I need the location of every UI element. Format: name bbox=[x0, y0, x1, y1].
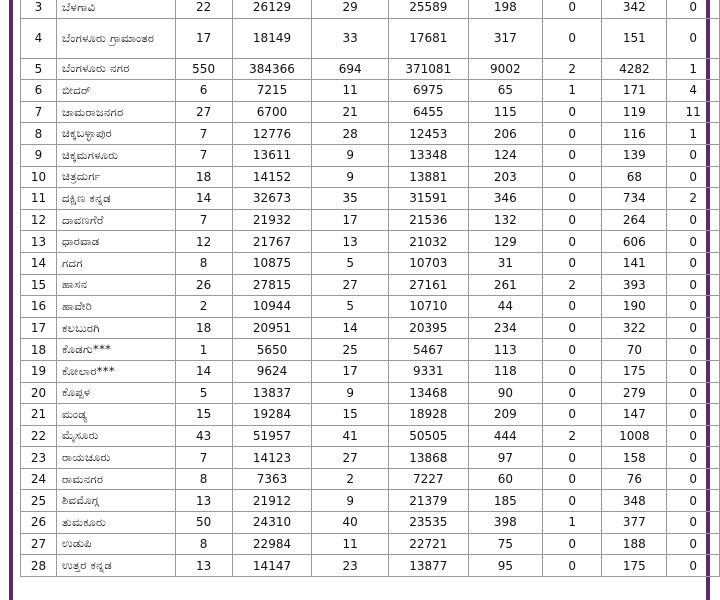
table-row bbox=[21, 252, 720, 274]
serial-number-cell: 5 bbox=[21, 58, 57, 80]
value-cell: 7363 bbox=[232, 468, 312, 490]
value-cell: 11 bbox=[667, 101, 720, 123]
table-body bbox=[21, 0, 720, 576]
value-cell: 65 bbox=[468, 80, 542, 102]
value-cell: 22721 bbox=[388, 533, 468, 555]
district-name-cell: ಉತ್ತರ ಕನ್ನಡ bbox=[56, 555, 175, 577]
value-cell: 21032 bbox=[388, 231, 468, 253]
district-name-cell: ಹಾವೇರಿ bbox=[56, 296, 175, 318]
value-cell: 346 bbox=[468, 188, 542, 210]
value-cell: 175 bbox=[602, 555, 667, 577]
serial-number-cell: 11 bbox=[21, 188, 57, 210]
value-cell: 198 bbox=[468, 0, 542, 18]
district-name-cell: ದಾವಣಗೆರೆ bbox=[56, 209, 175, 231]
value-cell: 13348 bbox=[388, 144, 468, 166]
value-cell: 0 bbox=[667, 555, 720, 577]
value-cell: 0 bbox=[667, 209, 720, 231]
serial-number-cell: 23 bbox=[21, 447, 57, 469]
value-cell: 4 bbox=[667, 80, 720, 102]
value-cell: 24310 bbox=[232, 512, 312, 534]
district-name-cell: ಗದಗ bbox=[56, 252, 175, 274]
serial-number-cell: 16 bbox=[21, 296, 57, 318]
value-cell: 10710 bbox=[388, 296, 468, 318]
value-cell: 0 bbox=[542, 296, 602, 318]
value-cell: 23535 bbox=[388, 512, 468, 534]
serial-number-cell: 15 bbox=[21, 274, 57, 296]
value-cell: 0 bbox=[542, 209, 602, 231]
value-cell: 21 bbox=[312, 101, 388, 123]
value-cell: 0 bbox=[542, 360, 602, 382]
value-cell: 1 bbox=[175, 339, 232, 361]
value-cell: 0 bbox=[667, 274, 720, 296]
table-row bbox=[21, 447, 720, 469]
serial-number-cell: 28 bbox=[21, 555, 57, 577]
value-cell: 9624 bbox=[232, 360, 312, 382]
value-cell: 393 bbox=[602, 274, 667, 296]
value-cell: 190 bbox=[602, 296, 667, 318]
value-cell: 694 bbox=[312, 58, 388, 80]
value-cell: 0 bbox=[542, 468, 602, 490]
district-name-cell: ಕಲಬುರಗಿ bbox=[56, 317, 175, 339]
serial-number-cell: 20 bbox=[21, 382, 57, 404]
value-cell: 1 bbox=[667, 58, 720, 80]
value-cell: 21767 bbox=[232, 231, 312, 253]
value-cell: 75 bbox=[468, 533, 542, 555]
value-cell: 141 bbox=[602, 252, 667, 274]
value-cell: 1 bbox=[542, 80, 602, 102]
value-cell: 11 bbox=[312, 80, 388, 102]
value-cell: 68 bbox=[602, 166, 667, 188]
value-cell: 14 bbox=[175, 360, 232, 382]
value-cell: 2 bbox=[175, 296, 232, 318]
value-cell: 10703 bbox=[388, 252, 468, 274]
table-row bbox=[21, 18, 720, 58]
value-cell: 139 bbox=[602, 144, 667, 166]
value-cell: 21379 bbox=[388, 490, 468, 512]
table-row bbox=[21, 317, 720, 339]
value-cell: 13 bbox=[312, 231, 388, 253]
value-cell: 5 bbox=[312, 252, 388, 274]
serial-number-cell: 18 bbox=[21, 339, 57, 361]
value-cell: 0 bbox=[542, 382, 602, 404]
value-cell: 550 bbox=[175, 58, 232, 80]
value-cell: 12453 bbox=[388, 123, 468, 145]
value-cell: 14 bbox=[175, 188, 232, 210]
value-cell: 90 bbox=[468, 382, 542, 404]
value-cell: 0 bbox=[667, 339, 720, 361]
value-cell: 28 bbox=[312, 123, 388, 145]
value-cell: 23 bbox=[312, 555, 388, 577]
value-cell: 15 bbox=[175, 404, 232, 426]
value-cell: 0 bbox=[667, 18, 720, 58]
value-cell: 9 bbox=[312, 166, 388, 188]
serial-number-cell: 10 bbox=[21, 166, 57, 188]
value-cell: 234 bbox=[468, 317, 542, 339]
value-cell: 17 bbox=[312, 360, 388, 382]
serial-number-cell: 24 bbox=[21, 468, 57, 490]
value-cell: 7227 bbox=[388, 468, 468, 490]
value-cell: 129 bbox=[468, 231, 542, 253]
value-cell: 384366 bbox=[232, 58, 312, 80]
value-cell: 43 bbox=[175, 425, 232, 447]
value-cell: 44 bbox=[468, 296, 542, 318]
table-row bbox=[21, 101, 720, 123]
value-cell: 18 bbox=[175, 317, 232, 339]
table-row bbox=[21, 382, 720, 404]
value-cell: 0 bbox=[667, 447, 720, 469]
value-cell: 8 bbox=[175, 468, 232, 490]
value-cell: 6 bbox=[175, 80, 232, 102]
value-cell: 398 bbox=[468, 512, 542, 534]
serial-number-cell: 7 bbox=[21, 101, 57, 123]
value-cell: 5 bbox=[312, 296, 388, 318]
value-cell: 29 bbox=[312, 0, 388, 18]
district-name-cell: ಕೊಡಗು*** bbox=[56, 339, 175, 361]
value-cell: 95 bbox=[468, 555, 542, 577]
value-cell: 70 bbox=[602, 339, 667, 361]
serial-number-cell: 26 bbox=[21, 512, 57, 534]
district-name-cell: ಕೊಪ್ಪಳ bbox=[56, 382, 175, 404]
value-cell: 6975 bbox=[388, 80, 468, 102]
value-cell: 40 bbox=[312, 512, 388, 534]
serial-number-cell: 4 bbox=[21, 18, 57, 58]
table-row bbox=[21, 339, 720, 361]
value-cell: 13611 bbox=[232, 144, 312, 166]
value-cell: 2 bbox=[542, 274, 602, 296]
value-cell: 13 bbox=[175, 490, 232, 512]
value-cell: 60 bbox=[468, 468, 542, 490]
district-name-cell: ರಾಮನಗರ bbox=[56, 468, 175, 490]
value-cell: 13877 bbox=[388, 555, 468, 577]
value-cell: 317 bbox=[468, 18, 542, 58]
table-row bbox=[21, 144, 720, 166]
value-cell: 0 bbox=[667, 382, 720, 404]
value-cell: 0 bbox=[542, 447, 602, 469]
value-cell: 0 bbox=[667, 425, 720, 447]
district-name-cell: ಚಿಕ್ಕಬಳ್ಳಾಪುರ bbox=[56, 123, 175, 145]
table-row bbox=[21, 490, 720, 512]
value-cell: 21536 bbox=[388, 209, 468, 231]
value-cell: 606 bbox=[602, 231, 667, 253]
value-cell: 2 bbox=[542, 58, 602, 80]
table-row bbox=[21, 404, 720, 426]
table-row bbox=[21, 512, 720, 534]
value-cell: 51957 bbox=[232, 425, 312, 447]
district-name-cell: ಮೈಸೂರು bbox=[56, 425, 175, 447]
value-cell: 0 bbox=[667, 231, 720, 253]
table-row bbox=[21, 166, 720, 188]
value-cell: 12 bbox=[175, 231, 232, 253]
district-name-cell: ಮಂಡ್ಯ bbox=[56, 404, 175, 426]
value-cell: 6455 bbox=[388, 101, 468, 123]
value-cell: 5 bbox=[175, 382, 232, 404]
district-name-cell: ಧಾರವಾಡ bbox=[56, 231, 175, 253]
value-cell: 13 bbox=[175, 555, 232, 577]
district-name-cell: ಶಿವಮೊಗ್ಗ bbox=[56, 490, 175, 512]
value-cell: 734 bbox=[602, 188, 667, 210]
value-cell: 0 bbox=[667, 0, 720, 18]
value-cell: 31591 bbox=[388, 188, 468, 210]
value-cell: 0 bbox=[667, 144, 720, 166]
value-cell: 21932 bbox=[232, 209, 312, 231]
value-cell: 17681 bbox=[388, 18, 468, 58]
value-cell: 13881 bbox=[388, 166, 468, 188]
value-cell: 7 bbox=[175, 144, 232, 166]
serial-number-cell: 13 bbox=[21, 231, 57, 253]
table-row bbox=[21, 274, 720, 296]
serial-number-cell: 12 bbox=[21, 209, 57, 231]
value-cell: 97 bbox=[468, 447, 542, 469]
value-cell: 32673 bbox=[232, 188, 312, 210]
value-cell: 171 bbox=[602, 80, 667, 102]
district-statistics-table bbox=[20, 0, 720, 577]
table-row bbox=[21, 123, 720, 145]
value-cell: 41 bbox=[312, 425, 388, 447]
district-name-cell: ಚಾಮರಾಜನಗರ bbox=[56, 101, 175, 123]
value-cell: 0 bbox=[542, 490, 602, 512]
value-cell: 1 bbox=[667, 123, 720, 145]
serial-number-cell: 6 bbox=[21, 80, 57, 102]
value-cell: 377 bbox=[602, 512, 667, 534]
value-cell: 119 bbox=[602, 101, 667, 123]
value-cell: 1008 bbox=[602, 425, 667, 447]
value-cell: 264 bbox=[602, 209, 667, 231]
value-cell: 27 bbox=[312, 274, 388, 296]
value-cell: 342 bbox=[602, 0, 667, 18]
table-row bbox=[21, 80, 720, 102]
table-row bbox=[21, 188, 720, 210]
value-cell: 444 bbox=[468, 425, 542, 447]
value-cell: 26129 bbox=[232, 0, 312, 18]
value-cell: 14123 bbox=[232, 447, 312, 469]
value-cell: 0 bbox=[542, 123, 602, 145]
value-cell: 371081 bbox=[388, 58, 468, 80]
value-cell: 8 bbox=[175, 252, 232, 274]
district-name-cell: ಬೆಂಗಳೂರು ನಗರ bbox=[56, 58, 175, 80]
serial-number-cell: 3 bbox=[21, 0, 57, 18]
value-cell: 209 bbox=[468, 404, 542, 426]
serial-number-cell: 21 bbox=[21, 404, 57, 426]
value-cell: 27 bbox=[312, 447, 388, 469]
value-cell: 12776 bbox=[232, 123, 312, 145]
value-cell: 50 bbox=[175, 512, 232, 534]
value-cell: 27161 bbox=[388, 274, 468, 296]
table-row bbox=[21, 533, 720, 555]
value-cell: 7 bbox=[175, 209, 232, 231]
value-cell: 17 bbox=[175, 18, 232, 58]
table-row bbox=[21, 0, 720, 18]
table-row bbox=[21, 231, 720, 253]
value-cell: 147 bbox=[602, 404, 667, 426]
value-cell: 188 bbox=[602, 533, 667, 555]
value-cell: 0 bbox=[542, 144, 602, 166]
value-cell: 0 bbox=[542, 18, 602, 58]
district-name-cell: ಚಿಕ್ಕಮಗಳೂರು bbox=[56, 144, 175, 166]
value-cell: 0 bbox=[667, 360, 720, 382]
value-cell: 0 bbox=[542, 317, 602, 339]
value-cell: 206 bbox=[468, 123, 542, 145]
value-cell: 279 bbox=[602, 382, 667, 404]
district-name-cell: ದಕ್ಷಿಣ ಕನ್ನಡ bbox=[56, 188, 175, 210]
table-row bbox=[21, 360, 720, 382]
value-cell: 13468 bbox=[388, 382, 468, 404]
page-border-left bbox=[9, 0, 13, 600]
value-cell: 9002 bbox=[468, 58, 542, 80]
value-cell: 0 bbox=[542, 0, 602, 18]
value-cell: 0 bbox=[667, 490, 720, 512]
value-cell: 25 bbox=[312, 339, 388, 361]
district-name-cell: ಬೆಂಗಳೂರು ಗ್ರಾಮಾಂತರ bbox=[56, 18, 175, 58]
serial-number-cell: 25 bbox=[21, 490, 57, 512]
value-cell: 0 bbox=[667, 404, 720, 426]
district-name-cell: ತುಮಕೂರು bbox=[56, 512, 175, 534]
value-cell: 0 bbox=[542, 252, 602, 274]
value-cell: 203 bbox=[468, 166, 542, 188]
district-name-cell: ಹಾಸನ bbox=[56, 274, 175, 296]
value-cell: 14 bbox=[312, 317, 388, 339]
value-cell: 6700 bbox=[232, 101, 312, 123]
value-cell: 113 bbox=[468, 339, 542, 361]
value-cell: 0 bbox=[667, 317, 720, 339]
value-cell: 22 bbox=[175, 0, 232, 18]
value-cell: 0 bbox=[667, 468, 720, 490]
district-name-cell: ಬೆಳಗಾವಿ bbox=[56, 0, 175, 18]
value-cell: 0 bbox=[542, 166, 602, 188]
value-cell: 116 bbox=[602, 123, 667, 145]
value-cell: 20395 bbox=[388, 317, 468, 339]
value-cell: 115 bbox=[468, 101, 542, 123]
value-cell: 7 bbox=[175, 447, 232, 469]
value-cell: 31 bbox=[468, 252, 542, 274]
table-row bbox=[21, 425, 720, 447]
value-cell: 175 bbox=[602, 360, 667, 382]
value-cell: 0 bbox=[667, 296, 720, 318]
serial-number-cell: 14 bbox=[21, 252, 57, 274]
value-cell: 13868 bbox=[388, 447, 468, 469]
value-cell: 27 bbox=[175, 101, 232, 123]
value-cell: 0 bbox=[542, 533, 602, 555]
value-cell: 5467 bbox=[388, 339, 468, 361]
value-cell: 0 bbox=[667, 166, 720, 188]
value-cell: 7 bbox=[175, 123, 232, 145]
value-cell: 15 bbox=[312, 404, 388, 426]
value-cell: 0 bbox=[542, 188, 602, 210]
value-cell: 14152 bbox=[232, 166, 312, 188]
value-cell: 151 bbox=[602, 18, 667, 58]
value-cell: 124 bbox=[468, 144, 542, 166]
value-cell: 0 bbox=[542, 404, 602, 426]
value-cell: 2 bbox=[667, 188, 720, 210]
value-cell: 9331 bbox=[388, 360, 468, 382]
value-cell: 0 bbox=[542, 339, 602, 361]
value-cell: 14147 bbox=[232, 555, 312, 577]
value-cell: 19284 bbox=[232, 404, 312, 426]
value-cell: 13837 bbox=[232, 382, 312, 404]
value-cell: 26 bbox=[175, 274, 232, 296]
serial-number-cell: 9 bbox=[21, 144, 57, 166]
value-cell: 0 bbox=[667, 533, 720, 555]
serial-number-cell: 17 bbox=[21, 317, 57, 339]
value-cell: 322 bbox=[602, 317, 667, 339]
district-name-cell: ಕೋಲಾರ*** bbox=[56, 360, 175, 382]
value-cell: 17 bbox=[312, 209, 388, 231]
serial-number-cell: 19 bbox=[21, 360, 57, 382]
value-cell: 2 bbox=[542, 425, 602, 447]
value-cell: 1 bbox=[542, 512, 602, 534]
serial-number-cell: 27 bbox=[21, 533, 57, 555]
value-cell: 132 bbox=[468, 209, 542, 231]
value-cell: 158 bbox=[602, 447, 667, 469]
value-cell: 9 bbox=[312, 144, 388, 166]
district-name-cell: ಉಡುಪಿ bbox=[56, 533, 175, 555]
district-name-cell: ಚಿತ್ರದುರ್ಗ bbox=[56, 166, 175, 188]
value-cell: 27815 bbox=[232, 274, 312, 296]
district-name-cell: ರಾಯಚೂರು bbox=[56, 447, 175, 469]
value-cell: 8 bbox=[175, 533, 232, 555]
table-row bbox=[21, 296, 720, 318]
table-row bbox=[21, 58, 720, 80]
value-cell: 21912 bbox=[232, 490, 312, 512]
value-cell: 20951 bbox=[232, 317, 312, 339]
value-cell: 2 bbox=[312, 468, 388, 490]
serial-number-cell: 22 bbox=[21, 425, 57, 447]
value-cell: 18928 bbox=[388, 404, 468, 426]
value-cell: 185 bbox=[468, 490, 542, 512]
value-cell: 22984 bbox=[232, 533, 312, 555]
value-cell: 0 bbox=[667, 512, 720, 534]
value-cell: 261 bbox=[468, 274, 542, 296]
value-cell: 10875 bbox=[232, 252, 312, 274]
value-cell: 18149 bbox=[232, 18, 312, 58]
value-cell: 4282 bbox=[602, 58, 667, 80]
value-cell: 0 bbox=[542, 101, 602, 123]
value-cell: 0 bbox=[542, 555, 602, 577]
district-name-cell: ಬೀದರ್ bbox=[56, 80, 175, 102]
value-cell: 0 bbox=[542, 231, 602, 253]
value-cell: 33 bbox=[312, 18, 388, 58]
table-row bbox=[21, 555, 720, 577]
value-cell: 10944 bbox=[232, 296, 312, 318]
value-cell: 5650 bbox=[232, 339, 312, 361]
serial-number-cell: 8 bbox=[21, 123, 57, 145]
value-cell: 9 bbox=[312, 382, 388, 404]
value-cell: 9 bbox=[312, 490, 388, 512]
value-cell: 76 bbox=[602, 468, 667, 490]
table-row bbox=[21, 209, 720, 231]
table-row bbox=[21, 468, 720, 490]
value-cell: 25589 bbox=[388, 0, 468, 18]
value-cell: 35 bbox=[312, 188, 388, 210]
value-cell: 18 bbox=[175, 166, 232, 188]
value-cell: 11 bbox=[312, 533, 388, 555]
value-cell: 118 bbox=[468, 360, 542, 382]
value-cell: 0 bbox=[667, 252, 720, 274]
value-cell: 7215 bbox=[232, 80, 312, 102]
value-cell: 50505 bbox=[388, 425, 468, 447]
value-cell: 348 bbox=[602, 490, 667, 512]
